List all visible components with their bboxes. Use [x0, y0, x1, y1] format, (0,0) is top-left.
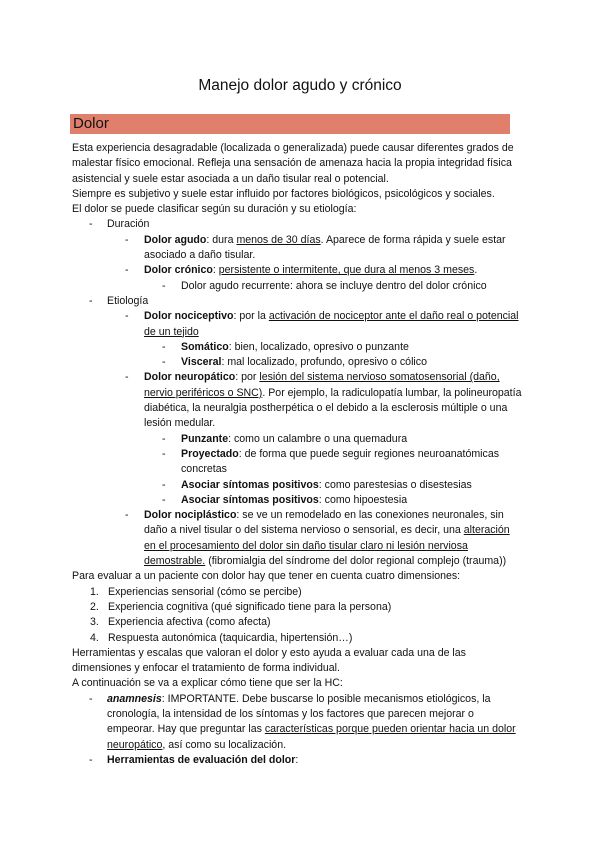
list-item-anamnesis: - anamnesis: IMPORTANTE. Debe buscarse lo posible mecanismos etiológicos, la cronología, la intensidad de los síntomas y los factores que parecen mejorar o empeorar. Hay que preguntar las características porque pueden orientar hacia un dolor neuropático, así como su localización.	[89, 692, 516, 751]
underline-agudo: menos de 30 días	[236, 233, 321, 246]
list-item-visceral: - Visceral: mal localizado, profundo, opresivo o cólico	[72, 355, 522, 370]
list-item-dolor-nociceptivo: - Dolor nociceptivo: por la activación de nociceptor ante el daño real o potencial de un tejido	[125, 310, 519, 338]
bullet-dash: -	[125, 509, 129, 522]
bullet-dash: -	[125, 371, 129, 384]
list-item-agudo-recurrente: - Dolor agudo recurrente: ahora se incluye dentro del dolor crónico	[72, 279, 522, 294]
classify-line: El dolor se puede clasificar según su duración y su etiología:	[72, 203, 357, 216]
bullet-dash: -	[162, 340, 166, 353]
bullet-dash: -	[162, 356, 166, 369]
term-dolor-agudo: Dolor agudo	[144, 233, 207, 246]
bullet-dash: -	[162, 432, 166, 445]
list-item-sintomas-hipoestesia: - Asociar síntomas positivos: como hipoestesia	[72, 493, 522, 508]
bullet-dash: -	[162, 478, 166, 491]
list-item-herramientas: - Herramientas de evaluación del dolor:	[72, 753, 522, 768]
numbered-item: 4. Respuesta autonómica (taquicardia, hipertensión…)	[90, 631, 353, 644]
subjective-line: Siempre es subjetivo y suele estar influido por factores biológicos, psicológicos y sociales.	[72, 187, 495, 200]
bullet-dash: -	[162, 447, 166, 460]
bullet-dash: -	[162, 279, 166, 292]
numbered-item: 1. Experiencias sensorial (cómo se percibe)	[90, 585, 302, 598]
list-item-etiologia	[72, 294, 522, 309]
list-item-dolor-neuropatico: - Dolor neuropático: por lesión del sistema nervioso somatosensorial (daño, nervio periféricos o SNC). Por ejemplo, la radiculopatía lumbar, la polineuropatía diabética, la neuralgia postherpética o el debido a la esclerosis múltiple o una lesión medular.	[125, 371, 522, 430]
list-item-sintomas-positivos: - Asociar síntomas positivos: como parestesias o disestesias	[72, 478, 522, 493]
term-herramientas: Herramientas de evaluación del dolor	[107, 753, 296, 766]
underline-cronico: persistente o intermitente, que dura al menos 3 meses	[218, 264, 475, 277]
list-item-proyectado: - Proyectado: de forma que puede seguir regiones neuroanatómicas concretas	[162, 447, 500, 476]
page-title: Manejo dolor agudo y crónico	[198, 77, 402, 94]
etiologia-label: Etiología	[107, 294, 149, 307]
section-header-bar	[70, 114, 510, 134]
bullet-dash: -	[125, 310, 129, 323]
underline-neuropatico: lesión del sistema nervioso somatosensorial (daño, nervio periféricos o SNC)	[144, 371, 500, 399]
numbered-item: 3. Experiencia afectiva (como afecta)	[90, 616, 271, 629]
numbered-item: 2. Experiencia cognitiva (qué significado tiene para la persona)	[90, 600, 392, 613]
list-item-dolor-nociplastico: - Dolor nociplástico: se ve un remodelado en las conexiones neuronales, sin daño a nivel tisular o del sistema nervioso o sensorial, es decir, una alteración en el procesamiento del dolor sin daño tisular claro ni lesión nerviosa demostrable. (fibromialgia del síndrome del dolor regional complejo (trauma))	[125, 509, 510, 568]
bullet-dash: -	[162, 493, 166, 506]
section-heading: Dolor	[73, 115, 109, 132]
bullet-dash: -	[89, 692, 93, 705]
tools-paragraph: Herramientas y escalas que valoran el dolor y esto ayuda a evaluar cada una de las dimensiones y enfocar el tratamiento de forma individual.	[72, 646, 466, 675]
evaluate-intro: Para evaluar a un paciente con dolor hay que tener en cuenta cuatro dimensiones:	[72, 570, 461, 583]
underline-nociplastico: alteración en el procesamiento del dolor sin daño tisular claro ni lesión nerviosa demostrable.	[144, 524, 510, 568]
underline-anamnesis: características porque pueden orientar hacia un dolor neuropático	[107, 723, 516, 751]
document-body	[72, 141, 522, 768]
term-dolor-cronico: Dolor crónico	[144, 264, 213, 277]
bullet-dash: -	[125, 233, 129, 246]
list-item-duracion	[72, 217, 522, 232]
term-anamnesis: anamnesis	[107, 692, 162, 705]
term-dolor-nociplastico: Dolor nociplástico	[144, 509, 237, 522]
list-item-punzante: - Punzante: como un calambre o una quemadura	[72, 432, 522, 447]
hc-intro: A continuación se va a explicar cómo tiene que ser la HC:	[72, 677, 343, 690]
list-item-somatico: - Somático: bien, localizado, opresivo o punzante	[72, 340, 522, 355]
bullet-dash: -	[89, 294, 93, 307]
underline-nociceptivo: activación de nociceptor ante el daño real o potencial de un tejido	[144, 310, 519, 338]
term-dolor-neuropatico: Dolor neuropático	[144, 371, 236, 384]
bullet-dash: -	[89, 218, 93, 231]
bullet-dash: -	[125, 264, 129, 277]
bullet-dash: -	[89, 753, 93, 766]
list-item-dolor-cronico: - Dolor crónico: persistente o intermitente, que dura al menos 3 meses.	[72, 263, 522, 278]
duracion-label: Duración	[107, 218, 150, 231]
intro-paragraph: Esta experiencia desagradable (localizada o generalizada) puede causar diferentes grados de malestar físico emocional. Refleja una sensación de amenaza hacia la propia integridad física asistencial y suele estar asociada a un daño tisular real o potencial.	[72, 142, 514, 185]
list-item-dolor-agudo: - Dolor agudo: dura menos de 30 días. Aparece de forma rápida y suele estar asociado a daño tisular.	[125, 233, 506, 262]
term-dolor-nociceptivo: Dolor nociceptivo	[144, 310, 234, 323]
